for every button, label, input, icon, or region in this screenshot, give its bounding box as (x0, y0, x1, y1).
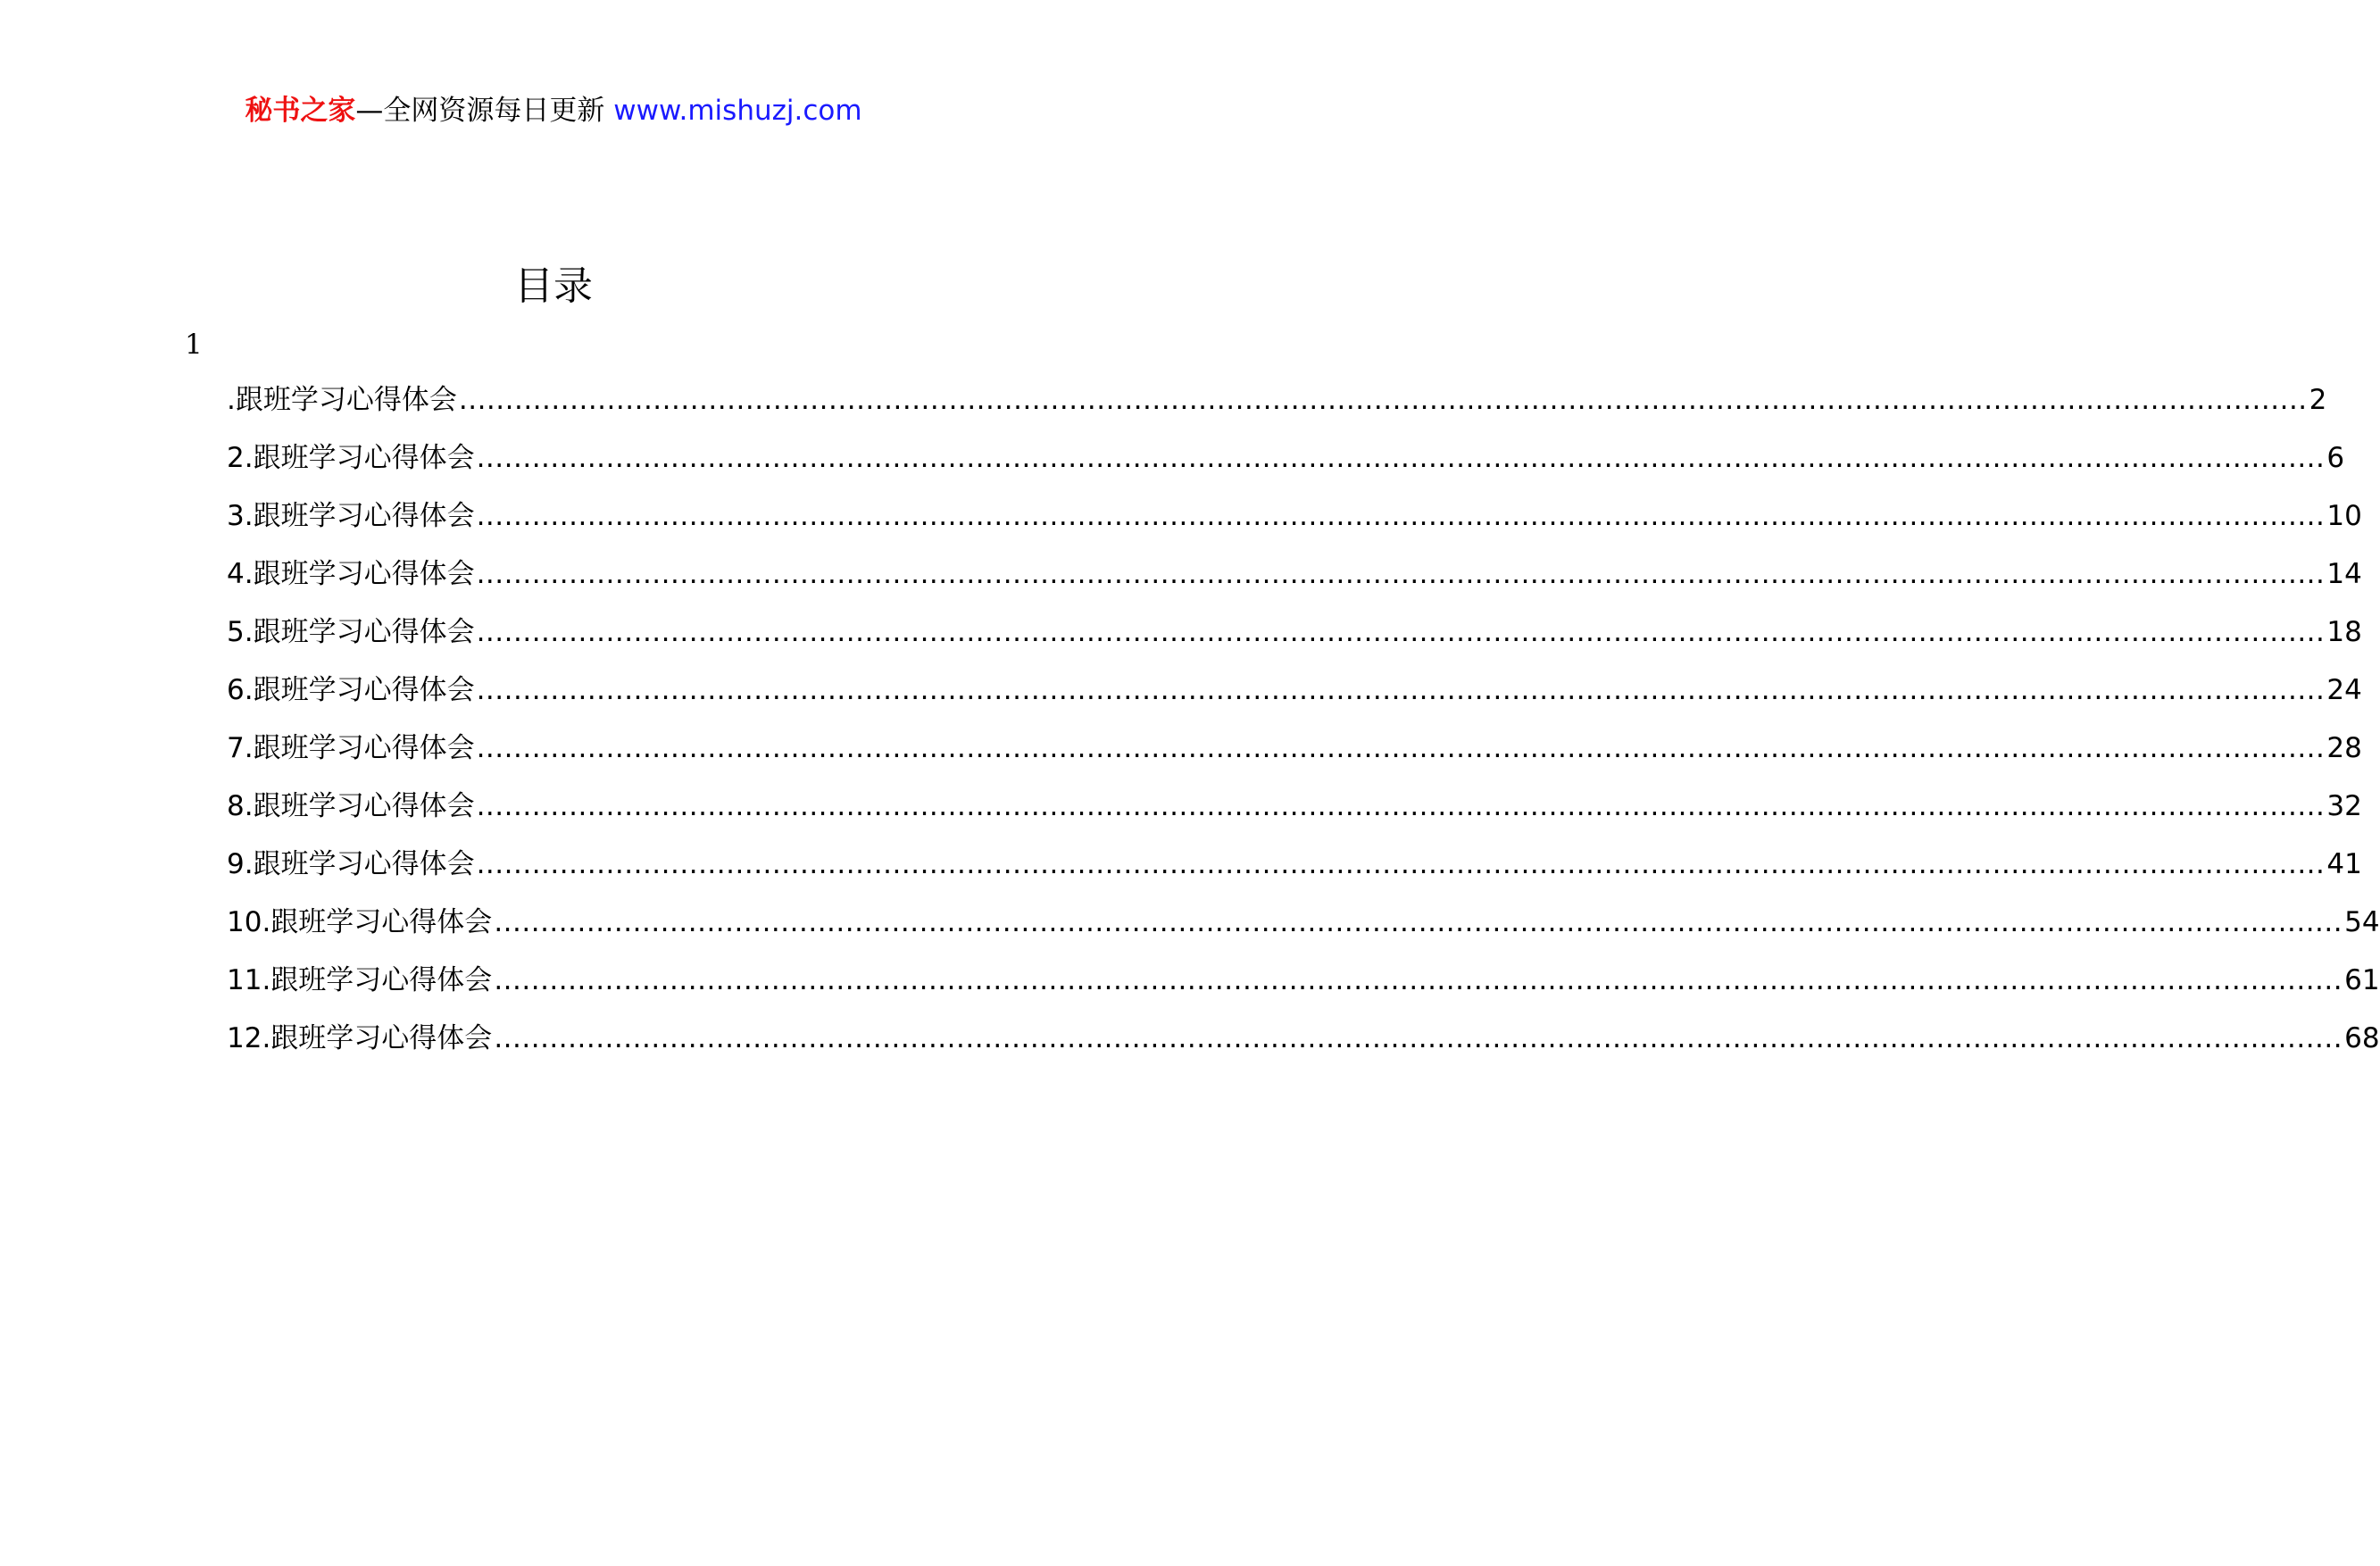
page-number: 1 (185, 329, 203, 361)
toc-entry[interactable] (227, 672, 2362, 730)
toc-dot-leader: ........................................................................................................................................................................................................ (476, 848, 2326, 880)
toc-dot-leader: ........................................................................................................................................................................................................ (476, 674, 2326, 706)
toc-dot-leader: ........................................................................................................................................................................................................ (494, 1022, 2343, 1054)
toc-entry-page: 61 (2344, 964, 2380, 996)
header-slogan: —全网资源每日更新 (355, 95, 605, 127)
toc-dot-leader: ........................................................................................................................................................................................................ (476, 558, 2326, 590)
toc-entry-page: 14 (2326, 558, 2362, 590)
toc-entry-label: 12.跟班学习心得体会 (227, 1022, 493, 1054)
site-url-link[interactable]: www.mishuzj.com (613, 95, 862, 127)
toc-entry-page: 41 (2326, 848, 2362, 880)
toc-entry-label: .跟班学习心得体会 (227, 384, 457, 416)
toc-entry[interactable] (227, 382, 2327, 440)
toc-entry[interactable] (227, 1020, 2380, 1079)
toc-dot-leader: ........................................................................................................................................................................................................ (476, 616, 2326, 648)
toc-entry-page: 32 (2326, 790, 2362, 822)
brand-name: 秘书之家 (245, 95, 356, 127)
toc-entry-page: 18 (2326, 616, 2362, 648)
table-of-contents (227, 382, 2380, 1079)
toc-entry[interactable] (227, 846, 2362, 904)
toc-entry[interactable] (227, 730, 2362, 788)
toc-dot-leader: ........................................................................................................................................................................................................ (476, 442, 2326, 474)
toc-dot-leader: ........................................................................................................................................................................................................ (476, 500, 2326, 532)
toc-entry-page: 54 (2344, 906, 2380, 938)
page-title: 目录 (514, 263, 593, 309)
toc-entry[interactable] (227, 788, 2362, 846)
site-header (0, 89, 1107, 132)
toc-entry-page: 24 (2326, 674, 2362, 706)
toc-entry-label: 10.跟班学习心得体会 (227, 906, 493, 938)
toc-entry-page: 2 (2309, 384, 2327, 416)
toc-entry-label: 4.跟班学习心得体会 (227, 558, 475, 590)
toc-entry-label: 6.跟班学习心得体会 (227, 674, 475, 706)
toc-entry[interactable] (227, 556, 2362, 614)
toc-entry-label: 5.跟班学习心得体会 (227, 616, 475, 648)
toc-entry-label: 9.跟班学习心得体会 (227, 848, 475, 880)
toc-entry-label: 8.跟班学习心得体会 (227, 790, 475, 822)
toc-dot-leader: ........................................................................................................................................................................................................ (458, 384, 2308, 416)
toc-entry-label: 7.跟班学习心得体会 (227, 732, 475, 764)
toc-entry-page: 10 (2326, 500, 2362, 532)
toc-entry-page: 28 (2326, 732, 2362, 764)
toc-dot-leader: ........................................................................................................................................................................................................ (494, 906, 2343, 938)
toc-dot-leader: ........................................................................................................................................................................................................ (476, 732, 2326, 764)
toc-entry-label: 11.跟班学习心得体会 (227, 964, 493, 996)
toc-entry[interactable] (227, 440, 2345, 498)
toc-entry[interactable] (227, 614, 2362, 672)
toc-dot-leader: ........................................................................................................................................................................................................ (476, 790, 2326, 822)
toc-entry-page: 68 (2344, 1022, 2380, 1054)
toc-entry-label: 3.跟班学习心得体会 (227, 500, 475, 532)
toc-entry[interactable] (227, 904, 2380, 962)
toc-entry-label: 2.跟班学习心得体会 (227, 442, 475, 474)
toc-entry[interactable] (227, 962, 2380, 1020)
toc-dot-leader: ........................................................................................................................................................................................................ (494, 964, 2343, 996)
toc-entry-page: 6 (2326, 442, 2345, 474)
toc-entry[interactable] (227, 498, 2362, 556)
